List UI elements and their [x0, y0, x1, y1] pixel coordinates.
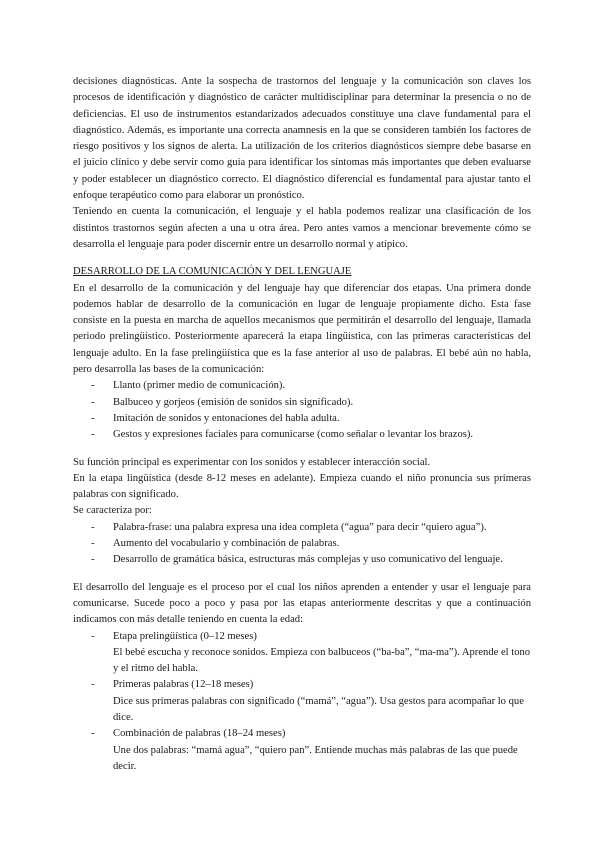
linguistic-list — [73, 520, 531, 569]
list-item: - Balbuceo y gorjeos (emisión de sonidos sin significado). — [73, 395, 531, 411]
stage-description: Dice sus primeras palabras con significado (“mamá”, “agua”). Usa gestos para acompañar lo que dice. — [113, 695, 524, 723]
list-item: - Palabra-frase: una palabra expresa una idea completa (“agua” para decir “quiero agua”). — [73, 520, 531, 536]
stage-title: - Combinación de palabras (18–24 meses) — [113, 728, 286, 740]
age-stages-list — [73, 629, 531, 776]
list-item: - Imitación de sonidos y entonaciones del habla adulta. — [73, 411, 531, 427]
list-item: - Llanto (primer medio de comunicación). — [73, 378, 531, 394]
stage-title: - Primeras palabras (12–18 meses) — [113, 679, 254, 691]
paragraph-linguistic-stage: En la etapa lingüística (desde 8-12 meses en adelante). Empieza cuando el niño pronuncia sus primeras palabras con significado. — [73, 472, 531, 501]
paragraph-main-function: Su función principal es experimentar con los sonidos y establecer interacción social. — [73, 456, 431, 468]
paragraph-language-development: El desarrollo del lenguaje es el proceso por el cual los niños aprenden a entender y usar el lenguaje para comunicarse. Sucede poco a poco y pasa por las etapas anteriormente descritas y que a continuación indicamos con más detalle teniendo en cuenta la edad: — [73, 581, 531, 626]
section-heading: DESARROLLO DE LA COMUNICACIÓN Y DEL LENGUAJE — [73, 266, 352, 278]
list-item: - Aumento del vocabulario y combinación de palabras. — [73, 536, 531, 552]
list-item: - Gestos y expresiones faciales para comunicarse (como señalar o levantar los brazos). — [73, 427, 531, 443]
list-item — [73, 726, 531, 775]
stage-description: El bebé escucha y reconoce sonidos. Empieza con balbuceos (“ba-ba”, “ma-ma”). Aprende el tono y el ritmo del habla. — [113, 646, 531, 675]
stage-description: Une dos palabras: “mamá agua”, “quiero pan”. Entiende muchas más palabras de las que puede decir. — [113, 744, 518, 772]
paragraph-classification-intro: Teniendo en cuenta la comunicación, el lenguaje y el habla podemos realizar una clasificación de los distintos trastornos según afecten a una u otra área. Pero antes vamos a mencionar brevemente cómo se desarrolla el lenguaje para poder discernir entre un desarrollo normal y atípico. — [73, 206, 531, 250]
list-item: - Desarrollo de gramática básica, estructuras más complejas y uso comunicativo del lenguaje. — [73, 552, 531, 568]
paragraph-development-stages: En el desarrollo de la comunicación y del lenguaje hay que diferenciar dos etapas. Una primera donde podemos hablar de desarrollo de la comunicación en lugar de lenguaje propiamente dicho. Esta fase consiste en la puesta en marcha de aquellos mecanismos que permitirán el desarrollo del lenguaje, llamada periodo prelingüístico. Posteriormente aparecerá la etapa lingüística, con las primeras características del lenguaje adulto. En la fase prelingüística que es la fase anterior al uso de palabras. El bebé aún no habla, pero desarrolla las bases de la comunicación: — [73, 282, 531, 376]
stage-title: - Etapa prelingüística (0–12 meses) — [113, 630, 257, 642]
prelinguistic-list — [73, 378, 531, 443]
list-item — [73, 677, 531, 726]
paragraph-characterized-by: Se caracteriza por: — [73, 505, 152, 517]
document-body — [73, 74, 531, 775]
paragraph-diagnostic-decisions: decisiones diagnósticas. Ante la sospecha de trastornos del lenguaje y la comunicación son claves los procesos de identificación y diagnóstico de carácter multidisciplinar para determinar la presencia o no de deficiencias. El uso de instrumentos estandarizados adecuados constituye una clave fundamental para el diagnóstico. Además, es importante una correcta anamnesis en la que se consideren también los factores de riesgo positivos y los signos de alerta. La utilización de los criterios diagnósticos siempre debe basarse en el juicio clínico y debe servir como guía para identificar los síntomas más importantes que deben evaluarse y poder establecer un diagnóstico correcto. El diagnóstico diferencial es fundamental para ajustar tanto el enfoque terapéutico como para elaborar un pronóstico. — [73, 76, 531, 202]
list-item — [73, 629, 531, 678]
